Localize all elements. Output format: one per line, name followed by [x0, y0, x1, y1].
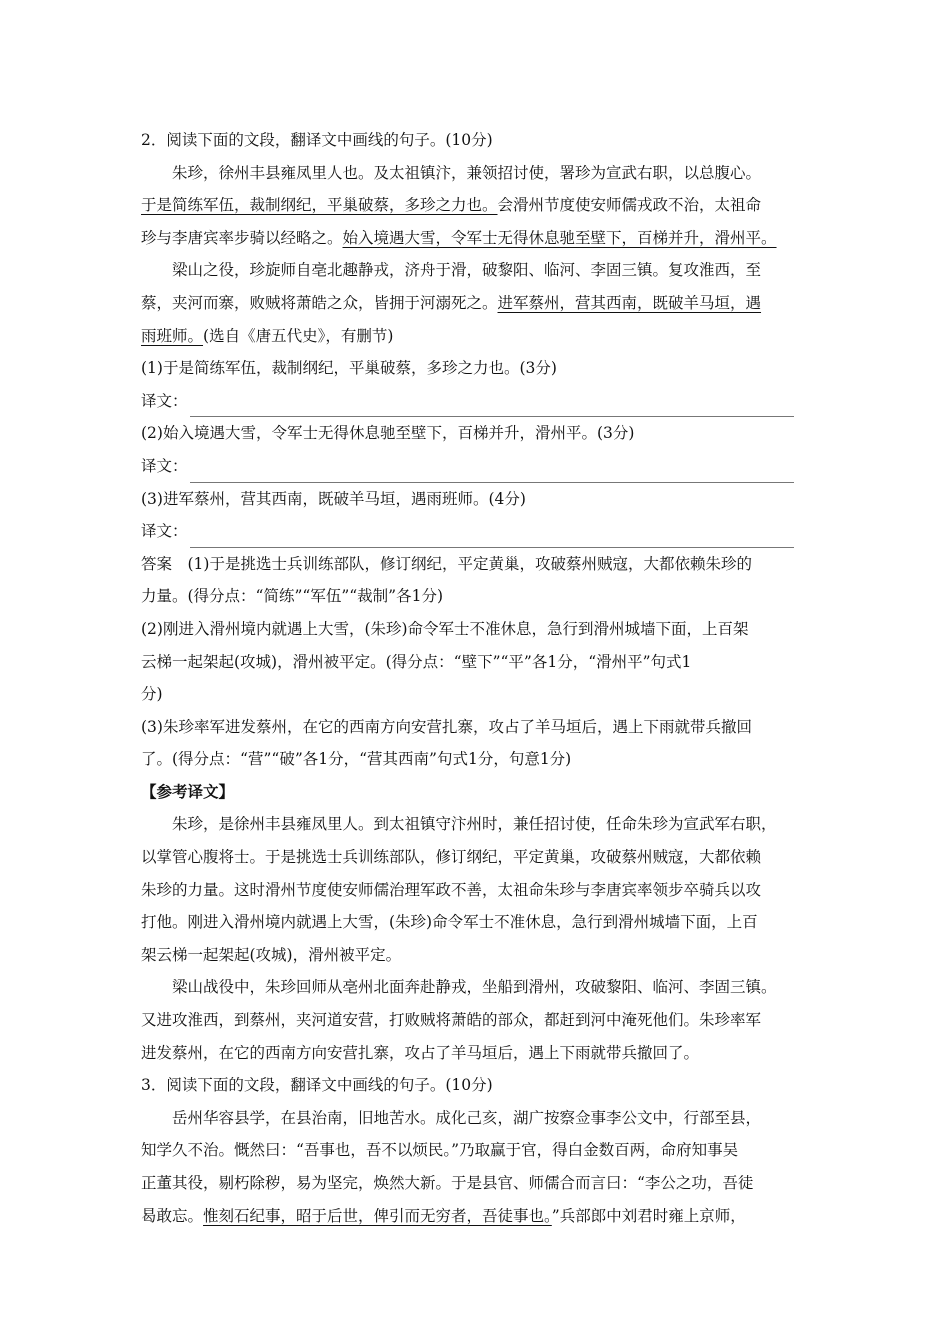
underlined-sentence-2: 始入境遇大雪，令军士无得休息驰至壁下，百梯并升，滑州平。 [342, 228, 777, 247]
q3-heading: 3．阅读下面的文段，翻译文中画线的句子。(10分) [141, 1076, 493, 1095]
sub-question-1: (1)于是简练军伍，裁制纲纪，平巢破蔡，多珍之力也。(3分) [141, 359, 557, 378]
answer-line: (3)朱珍率军进发蔡州，在它的西南方向安营扎寨，攻占了羊马垣后，遇上下雨就带兵撤回 [141, 717, 752, 736]
q3-passage-line: 岳州华容县学，在县治南，旧地苦水。成化己亥，湖广按察佥事李公文中，行部至县， [172, 1108, 762, 1127]
reference-line: 以掌管心腹将士。于是挑选士兵训练部队，修订纲纪，平定黄巢，攻破蔡州贼寇，大都依赖 [141, 848, 762, 867]
reference-line: 朱珍的力量。这时滑州节度使安师儒治理军政不善，太祖命朱珍与李唐宾率领步卒骑兵以攻 [141, 880, 762, 899]
reference-line: 打他。刚进入滑州境内就遇上大雪，(朱珍)命令军士不准休息，急行到滑州城墙下面，上百 [141, 913, 758, 932]
source-note: (选自《唐五代史》，有删节) [203, 326, 394, 345]
translation-blank-3: 译文： [141, 515, 811, 548]
reference-line: 梁山战役中，朱珍回师从亳州北面奔赴静戎，坐船到滑州，攻破黎阳、临河、李固三镇。 [172, 978, 777, 997]
translation-blank-1: 译文： [141, 385, 811, 418]
answer-line: (2)刚进入滑州境内就遇上大雪，(朱珍)命令军士不准休息，急行到滑州城墙下面，上百架 [141, 619, 749, 638]
answer-line: 力量。(得分点：“简练”“军伍”“裁制”各1分) [141, 587, 444, 606]
underlined-sentence-3-cont: 雨班师。 [141, 326, 204, 345]
answer-rule [190, 462, 794, 483]
answer-line: 答案 (1)于是挑选士兵训练部队，修订纲纪，平定黄巢，攻破蔡州贼寇，大都依赖朱珍的 [141, 554, 752, 573]
q2-passage-line: 朱珍，徐州丰县雍凤里人也。及太祖镇汴，兼领招讨使，署珍为宣武右职，以总腹心。 [172, 163, 762, 182]
q3-passage-line: 知学久不治。慨然曰：“吾事也，吾不以烦民。”乃取赢于官，得白金数百两，命府知事吴 [141, 1141, 739, 1160]
reference-line: 进发蔡州，在它的西南方向安营扎寨，攻占了羊马垣后，遇上下雨就带兵撤回了。 [141, 1043, 700, 1062]
underlined-sentence-1: 于是简练军伍，裁制纲纪，平巢破蔡，多珍之力也。 [141, 196, 498, 215]
answer-rule [190, 527, 794, 548]
answer-line: 分) [141, 685, 163, 704]
sub-question-3: (3)进军蔡州，营其西南，既破羊马垣，遇雨班师。(4分) [141, 489, 526, 508]
document-body [141, 124, 811, 1232]
underlined-sentence-3: 进军蔡州，营其西南，既破羊马垣，遇 [497, 293, 762, 312]
translation-blank-2: 译文： [141, 450, 811, 483]
sub-question-2: (2)始入境遇大雪，令军士无得休息驰至壁下，百梯并升，滑州平。(3分) [141, 424, 635, 443]
q2-passage-line: 珍与李唐宾率步骑以经略之。始入境遇大雪，令军士无得休息驰至壁下，百梯并升，滑州平。 [141, 228, 777, 247]
q2-passage-line: 于是简练军伍，裁制纲纪，平巢破蔡，多珍之力也。会滑州节度使安师儒戎政不治，太祖命 [141, 196, 762, 215]
answer-line: 云梯一起架起(攻城)，滑州被平定。(得分点：“壁下”“平”各1分，“滑州平”句式1 [141, 652, 692, 671]
reference-heading: 【参考译文】 [141, 781, 235, 801]
answer-rule [190, 396, 794, 417]
q2-passage-line: 梁山之役，珍旋师自亳北趣静戎，济舟于滑，破黎阳、临河、李固三镇。复攻淮西，至 [172, 261, 762, 280]
q2-heading: 2．阅读下面的文段，翻译文中画线的句子。(10分) [141, 131, 493, 149]
q3-passage-line: 正董其役，剔朽除秽，易为坚完，焕然大新。于是县官、师儒合而言曰：“李公之功，吾徒 [141, 1174, 754, 1192]
q3-passage-line: 曷敢忘。惟刻石纪事，昭于后世，俾引而无穷者，吾徒事也。”兵部郎中刘君时雍上京师， [141, 1206, 746, 1225]
reference-line: 架云梯一起架起(攻城)，滑州被平定。 [141, 945, 402, 964]
underlined-sentence-q3: 惟刻石纪事，昭于后世，俾引而无穷者，吾徒事也。 [203, 1206, 552, 1225]
reference-line: 又进攻淮西，到蔡州，夹河道安营，打败贼将萧皓的部众，都赶到河中淹死他们。朱珍率军 [141, 1011, 762, 1030]
q2-passage-line: 蔡，夹河而寨，败贼将萧皓之众，皆拥于河溺死之。进军蔡州，营其西南，既破羊马垣，遇 [141, 293, 762, 312]
q2-passage-line [141, 320, 811, 353]
answer-line: 了。(得分点：“营”“破”各1分，“营其西南”句式1分，句意1分) [141, 750, 572, 769]
reference-line: 朱珍，是徐州丰县雍凤里人。到太祖镇守汴州时，兼任招讨使，任命朱珍为宣武军右职， [172, 815, 777, 834]
